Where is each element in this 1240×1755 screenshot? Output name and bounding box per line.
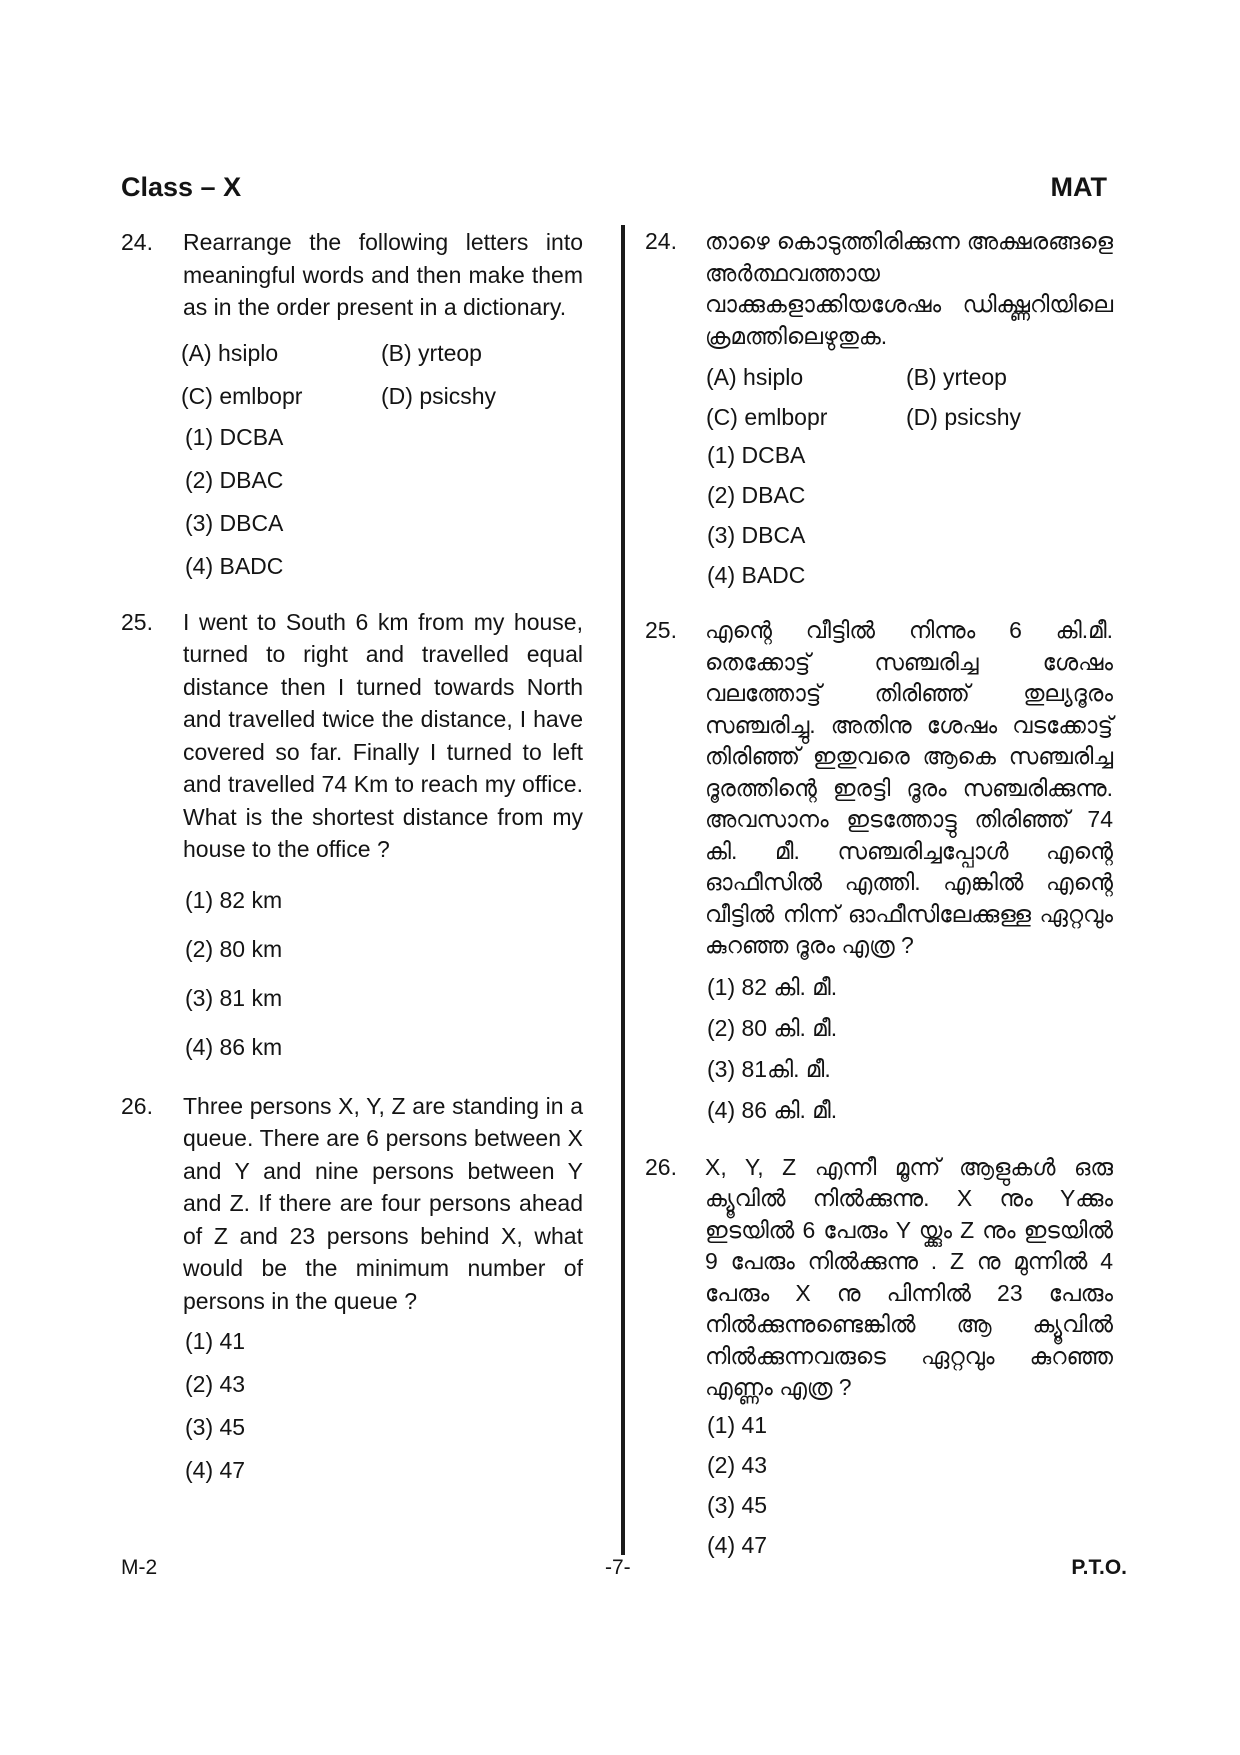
answer-option-1: (1) 41 — [707, 1411, 768, 1438]
question-24-en — [121, 226, 583, 581]
answer-option-4: (4) 86 km — [185, 1033, 283, 1060]
answer-option-3: (3) 45 — [707, 1491, 768, 1518]
answer-option-3: (3) DBCA — [185, 509, 284, 536]
answer-option-3: (3) 81 km — [185, 984, 283, 1011]
answer-option-2: (2) 80 കി. മീ. — [707, 1014, 838, 1041]
pto-label: P.T.O. — [1071, 1556, 1127, 1579]
answer-option-4: (4) 47 — [185, 1457, 246, 1483]
subject-label: MAT — [1050, 172, 1107, 202]
question-text: Three persons X, Y, Z are standing in a queue. There are 6 persons between X and Y and nine persons between Y and Z. If there are four persons ahead of Z and 23 persons behind X, what would be the minimum number of persons in the queue ? — [183, 1092, 583, 1314]
letter-groups — [706, 362, 1113, 432]
question-number: 25. — [121, 608, 153, 635]
question-number: 24. — [645, 228, 677, 254]
question-25-ml — [645, 615, 1113, 1125]
question-26-en — [121, 1090, 583, 1486]
answer-option-4: (4) BADC — [707, 562, 806, 588]
column-divider — [621, 225, 625, 1555]
question-number: 25. — [645, 617, 677, 643]
question-text: Rearrange the following letters into meaningful words and then make them as in the order present in a dictionary. — [183, 229, 583, 320]
answer-option-3: (3) 81കി. മീ. — [707, 1055, 831, 1082]
english-column — [121, 226, 583, 1485]
question-text: I went to South 6 km from my house, turned to right and travelled equal distance then I turned towards North and travelled twice the distance, I have covered so far. Finally I turned to left and travelled 74 Km to reach my office. What is the shortest distance from my house to the office ? — [183, 608, 583, 862]
class-label: Class – X — [121, 172, 242, 202]
letter-group-c: (C) emlbopr — [706, 404, 828, 430]
answer-option-3: (3) DBCA — [707, 522, 806, 548]
answer-option-4: (4) BADC — [185, 552, 284, 579]
question-26-ml — [645, 1152, 1113, 1560]
question-number: 26. — [121, 1092, 153, 1119]
answer-option-4: (4) 47 — [707, 1531, 768, 1558]
question-text: താഴെ കൊടുത്തിരിക്കുന്ന അക്ഷരങ്ങളെ അർത്ഥവത്തായ വാക്കുകളാക്കിയശേഷം ഡിക്ഷ്ണറിയിലെ ക്രമത്തിലെഴുതുക. — [705, 228, 1113, 349]
letter-group-d: (D) psicshy — [906, 404, 1022, 430]
answer-option-1: (1) DCBA — [185, 423, 284, 450]
answer-option-2: (2) 80 km — [185, 935, 283, 962]
question-number: 24. — [121, 229, 153, 255]
paper-code: M-2 — [121, 1556, 158, 1579]
answer-option-2: (2) 43 — [185, 1371, 246, 1397]
letter-group-a: (A) hsiplo — [181, 339, 279, 366]
letter-group-d: (D) psicshy — [381, 382, 497, 409]
answer-option-2: (2) DBAC — [707, 482, 806, 508]
malayalam-column — [645, 226, 1113, 1560]
letter-groups — [181, 338, 583, 411]
question-24-ml — [645, 226, 1113, 590]
question-number: 26. — [645, 1153, 677, 1180]
answer-option-1: (1) 82 കി. മീ. — [707, 973, 838, 1000]
question-text: X, Y, Z എന്നീ മൂന്ന് ആളുകൾ ഒരു ക്യൂവിൽ നിൽക്കുന്നു. X നും Yക്കും ഇടയിൽ 6 പേരും Y യ്ക്കും Z നും ഇടയിൽ 9 പേരും നിൽക്കുന്നു . Z നു മുന്നിൽ 4 പേരും X നു പിന്നിൽ 23 പേരും നിൽക്കുന്നുണ്ടെങ്കിൽ ആ ക്യൂവിൽ നിൽക്കുന്നവരുടെ ഏറ്റവും കുറഞ്ഞ എണ്ണം എത്ര ? — [705, 1153, 1113, 1400]
answer-option-1: (1) 82 km — [185, 886, 283, 913]
answer-option-2: (2) DBAC — [185, 466, 284, 493]
answer-option-1: (1) DCBA — [707, 442, 806, 468]
letter-group-b: (B) yrteop — [381, 339, 482, 366]
letter-group-c: (C) emlbopr — [181, 382, 303, 409]
answer-option-1: (1) 41 — [185, 1328, 246, 1354]
question-text: എന്റെ വീട്ടിൽ നിന്നും 6 കി.മീ. തെക്കോട്ട് സഞ്ചരിച്ച ശേഷം വലത്തോട്ട് തിരിഞ്ഞ് തുല്യദൂരം സഞ്ചരിച്ചു. അതിനു ശേഷം വടക്കോട്ട് തിരിഞ്ഞ് ഇതുവരെ ആകെ സഞ്ചരിച്ച ദൂരത്തിന്റെ ഇരട്ടി ദൂരം സഞ്ചരിക്കുന്നു. അവസാനം ഇടത്തോട്ടു തിരിഞ്ഞ് 74 കി. മീ. സഞ്ചരിച്ചപ്പോൾ എന്റെ ഓഫീസിൽ എത്തി. എങ്കിൽ എന്റെ വീട്ടിൽ നിന്ന് ഓഫീസിലേക്കുള്ള ഏറ്റവും കുറഞ്ഞ ദൂരം എത്ര ? — [705, 617, 1113, 958]
question-25-en — [121, 606, 583, 1062]
answer-option-2: (2) 43 — [707, 1451, 768, 1478]
letter-group-b: (B) yrteop — [906, 364, 1007, 390]
answer-option-4: (4) 86 കി. മീ. — [707, 1096, 838, 1123]
letter-group-a: (A) hsiplo — [706, 364, 804, 390]
answer-option-3: (3) 45 — [185, 1414, 246, 1440]
page-number: -7- — [605, 1556, 631, 1579]
